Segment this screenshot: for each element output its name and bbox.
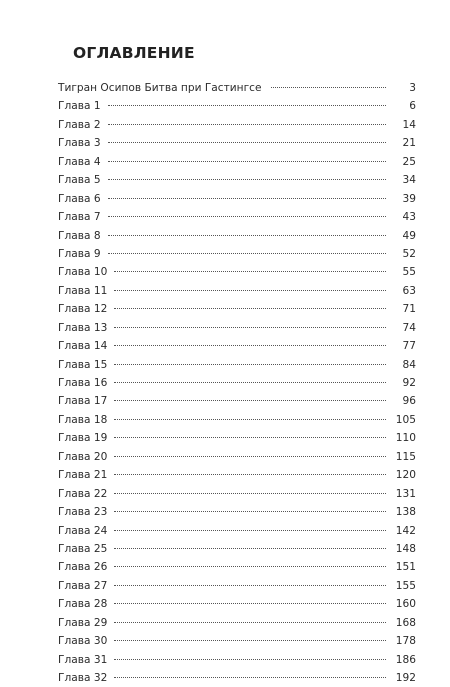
toc-entry[interactable]	[58, 503, 416, 521]
toc-entry-page: 168	[395, 616, 416, 629]
toc-entry[interactable]	[58, 448, 416, 466]
toc-entry-label: Глава 32	[58, 672, 108, 684]
toc-entry-page: 192	[395, 672, 416, 684]
dot-leader	[114, 658, 386, 660]
toc-entry-label: Глава 14	[58, 340, 108, 353]
toc-entry-page: 84	[402, 358, 416, 371]
toc-entry-page: 77	[402, 340, 416, 353]
toc-entry[interactable]	[58, 540, 416, 558]
toc-entry[interactable]	[58, 79, 416, 97]
toc-entry-label: Глава 29	[58, 616, 108, 629]
toc-entry-label: Глава 22	[58, 487, 108, 500]
dot-leader	[108, 234, 386, 236]
toc-entry-page: 178	[395, 635, 416, 648]
toc-entry[interactable]	[58, 245, 416, 263]
toc-entry-page: 142	[395, 524, 416, 537]
table-of-contents	[58, 79, 416, 687]
dot-leader	[114, 547, 386, 549]
toc-entry-page: 55	[402, 266, 416, 279]
toc-entry[interactable]	[58, 392, 416, 410]
dot-leader	[108, 141, 386, 143]
dot-leader	[114, 363, 386, 365]
toc-entry-label: Глава 24	[58, 524, 108, 537]
dot-leader	[114, 676, 386, 678]
dot-leader	[114, 270, 386, 272]
dot-leader	[114, 399, 386, 401]
toc-entry-page: 39	[402, 192, 416, 205]
toc-entry-page: 186	[395, 653, 416, 666]
toc-entry-page: 3	[409, 82, 416, 94]
toc-entry-page: 151	[395, 561, 416, 574]
toc-entry-page: 21	[402, 137, 416, 150]
toc-entry[interactable]	[58, 282, 416, 300]
toc-entry-page: 155	[395, 579, 416, 592]
toc-entry-page: 148	[395, 542, 416, 555]
toc-entry[interactable]	[58, 134, 416, 152]
dot-leader	[271, 86, 387, 88]
toc-entry[interactable]	[58, 300, 416, 318]
toc-entry-page: 105	[395, 413, 416, 426]
dot-leader	[108, 252, 386, 254]
toc-entry-page: 110	[395, 432, 416, 445]
toc-entry-page: 25	[402, 155, 416, 168]
toc-entry-label: Глава 10	[58, 266, 108, 279]
toc-entry-page: 14	[402, 118, 416, 131]
toc-entry-label: Глава 23	[58, 506, 108, 519]
dot-leader	[114, 565, 386, 567]
toc-entry-page: 138	[395, 506, 416, 519]
toc-entry-page: 63	[402, 284, 416, 297]
toc-entry[interactable]	[58, 466, 416, 484]
toc-entry[interactable]	[58, 429, 416, 447]
dot-leader	[114, 639, 386, 641]
toc-entry-label: Глава 3	[58, 137, 101, 150]
toc-entry-page: 160	[395, 598, 416, 611]
dot-leader	[108, 104, 386, 106]
toc-entry-page: 131	[395, 487, 416, 500]
toc-entry-label: Глава 8	[58, 229, 101, 242]
dot-leader	[108, 160, 386, 162]
toc-entry[interactable]	[58, 190, 416, 208]
toc-entry-page: 52	[402, 247, 416, 260]
dot-leader	[114, 492, 386, 494]
toc-entry-label: Глава 9	[58, 247, 101, 260]
toc-entry-label: Глава 28	[58, 598, 108, 611]
toc-entry-page: 43	[402, 211, 416, 224]
toc-entry-label: Глава 5	[58, 174, 101, 187]
toc-entry[interactable]	[58, 227, 416, 245]
toc-entry-label: Глава 16	[58, 377, 108, 389]
toc-entry-page: 74	[402, 321, 416, 334]
toc-entry-page: 115	[395, 450, 416, 463]
dot-leader	[114, 510, 386, 512]
dot-leader	[114, 344, 386, 346]
toc-entry-label: Глава 12	[58, 303, 108, 316]
toc-entry[interactable]	[58, 337, 416, 355]
dot-leader	[114, 584, 386, 586]
toc-entry-label: Глава 7	[58, 211, 101, 224]
toc-entry[interactable]	[58, 651, 416, 669]
page-title: ОГЛАВЛЕНИЕ	[73, 44, 195, 62]
toc-entry[interactable]	[58, 153, 416, 171]
toc-entry[interactable]	[58, 485, 416, 503]
dot-leader	[114, 381, 386, 383]
dot-leader	[114, 326, 386, 328]
dot-leader	[108, 123, 386, 125]
toc-entry-label: Глава 17	[58, 395, 108, 408]
toc-entry-page: 49	[402, 229, 416, 242]
dot-leader	[114, 307, 386, 309]
toc-entry[interactable]	[58, 116, 416, 134]
dot-leader	[108, 178, 386, 180]
toc-entry-label: Глава 30	[58, 635, 108, 648]
toc-entry-page: 34	[402, 174, 416, 187]
toc-entry-label: Глава 1	[58, 100, 101, 113]
dot-leader	[114, 602, 386, 604]
toc-entry-label: Глава 15	[58, 358, 108, 371]
toc-entry-label: Глава 27	[58, 579, 108, 592]
toc-entry-label: Глава 19	[58, 432, 108, 445]
toc-entry[interactable]	[58, 577, 416, 595]
toc-entry[interactable]	[58, 595, 416, 613]
dot-leader	[114, 455, 386, 457]
toc-entry-page: 96	[402, 395, 416, 408]
dot-leader	[114, 289, 386, 291]
dot-leader	[114, 621, 386, 623]
toc-entry[interactable]	[58, 97, 416, 115]
dot-leader	[114, 473, 386, 475]
toc-entry[interactable]	[58, 208, 416, 226]
toc-entry-label: Глава 20	[58, 450, 108, 463]
toc-entry-label: Глава 11	[58, 284, 108, 297]
toc-entry-page: 120	[395, 469, 416, 482]
toc-entry[interactable]	[58, 411, 416, 429]
toc-entry[interactable]	[58, 632, 416, 650]
toc-entry[interactable]	[58, 319, 416, 337]
toc-entry-label: Глава 31	[58, 653, 108, 666]
toc-entry-label: Глава 2	[58, 118, 101, 131]
dot-leader	[108, 197, 386, 199]
toc-entry[interactable]	[58, 669, 416, 687]
toc-entry-label: Глава 21	[58, 469, 108, 482]
dot-leader	[114, 418, 386, 420]
toc-entry-label: Глава 13	[58, 321, 108, 334]
toc-entry[interactable]	[58, 614, 416, 632]
toc-entry[interactable]	[58, 263, 416, 281]
toc-entry-page: 92	[402, 377, 416, 389]
toc-entry[interactable]	[58, 374, 416, 392]
toc-entry-page: 71	[402, 303, 416, 316]
dot-leader	[108, 215, 386, 217]
dot-leader	[114, 436, 386, 438]
toc-entry-label: Глава 25	[58, 542, 108, 555]
toc-entry-label: Тигран Осипов Битва при Гастингсе	[58, 82, 262, 94]
toc-entry-label: Глава 6	[58, 192, 101, 205]
toc-entry[interactable]	[58, 558, 416, 576]
toc-entry-label: Глава 18	[58, 413, 108, 426]
toc-entry-label: Глава 4	[58, 155, 101, 168]
toc-entry[interactable]	[58, 356, 416, 374]
toc-entry[interactable]	[58, 522, 416, 540]
toc-entry-page: 6	[409, 100, 416, 113]
toc-entry-label: Глава 26	[58, 561, 108, 574]
toc-entry[interactable]	[58, 171, 416, 189]
dot-leader	[114, 529, 386, 531]
